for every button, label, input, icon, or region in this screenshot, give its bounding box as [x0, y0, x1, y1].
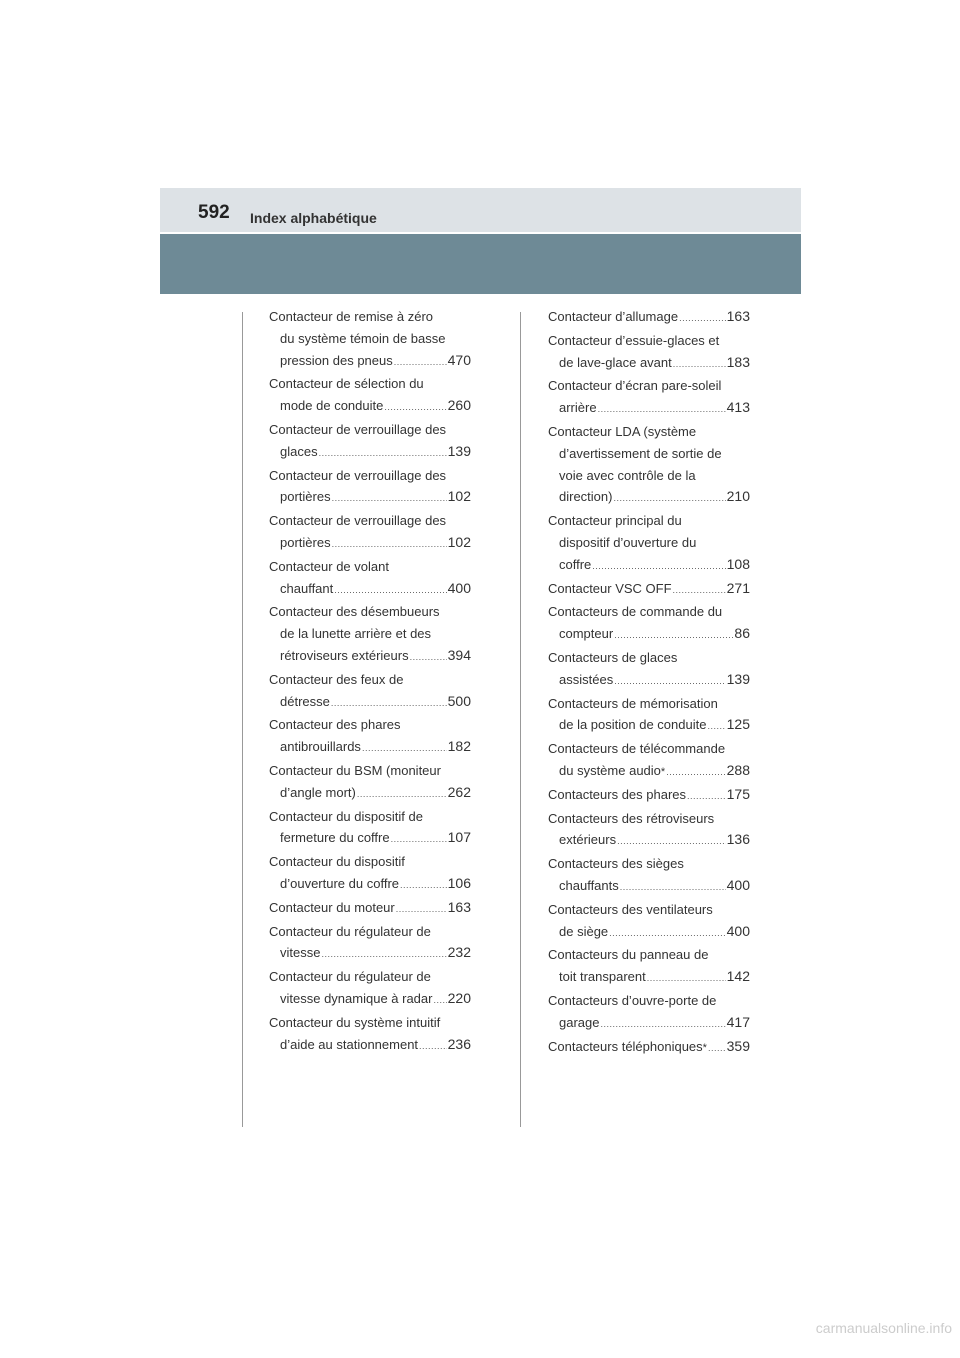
page-reference: 102 — [447, 488, 471, 505]
entry-text-line: Contacteur de verrouillage des — [269, 513, 447, 529]
entry-text-line: Contacteur de remise à zéro — [269, 309, 434, 324]
index-entry — [548, 990, 750, 1036]
index-entry — [269, 806, 471, 852]
entry-text-line: Contacteur du régulateur de — [269, 969, 431, 985]
leader-dots — [419, 1036, 447, 1058]
index-entry — [269, 465, 471, 511]
entry-text-line: d’ouverture du coffre — [280, 875, 399, 891]
page-reference: 400 — [447, 579, 471, 596]
entry-text-line: Contacteur principal du — [548, 513, 682, 529]
entry-text-line: Contacteur du dispositif — [269, 854, 405, 870]
index-entry — [269, 966, 471, 1012]
entry-last-line — [548, 306, 750, 330]
index-entry — [548, 601, 750, 647]
entry-last-line — [548, 352, 750, 376]
entry-text-line: Contacteur du régulateur de — [269, 923, 431, 939]
header-bar — [160, 234, 801, 294]
entry-last-line — [269, 486, 471, 510]
index-entry — [548, 578, 750, 602]
index-entry — [269, 760, 471, 806]
entry-text-line: Contacteur des feux de — [269, 671, 404, 687]
entry-text-line: d’angle mort) — [280, 784, 356, 800]
entry-text-line: extérieurs — [559, 832, 617, 848]
entry-text-line: glaces — [280, 443, 318, 459]
page-reference: 260 — [447, 397, 471, 414]
index-entry — [269, 373, 471, 419]
entry-text-line: de la lunette arrière et des — [280, 626, 432, 642]
leader-dots — [321, 944, 446, 966]
entry-text-line: Contacteur de volant — [269, 558, 389, 574]
entry-last-line — [548, 623, 750, 647]
page-reference: 139 — [447, 442, 471, 459]
page-reference: 413 — [726, 399, 750, 416]
entry-text-line: vitesse — [280, 945, 321, 961]
entry-last-line — [548, 714, 750, 738]
page-reference: 182 — [447, 738, 471, 755]
entry-text-line: Contacteurs d’ouvre-porte de — [548, 992, 717, 1008]
entry-text-line: Contacteurs de glaces — [548, 649, 678, 665]
entry-text-line: rétroviseurs extérieurs — [280, 647, 409, 663]
index-entry — [269, 306, 471, 373]
index-entry — [269, 921, 471, 967]
leader-dots — [396, 899, 447, 921]
index-entry — [548, 510, 750, 577]
leader-dots — [687, 786, 726, 808]
entry-text-line: Contacteur des phares — [269, 717, 401, 733]
leader-dots — [666, 762, 725, 784]
entry-last-line: Contacteurs téléphoniques * ..... 359 — [548, 1036, 750, 1060]
index-column-right — [548, 306, 750, 1059]
index-column-left — [269, 306, 471, 1057]
entry-last-line — [269, 532, 471, 556]
entry-text-line: du système audio — [559, 762, 661, 778]
entry-text-line: Contacteur d’essuie-glaces et — [548, 332, 720, 348]
entry-last-line — [269, 782, 471, 806]
entry-last-line — [269, 988, 471, 1012]
entry-last-line — [269, 395, 471, 419]
leader-dots — [673, 354, 726, 376]
page-reference: 108 — [726, 555, 750, 572]
entry-text-line: voie avec contrôle de la — [559, 467, 696, 483]
entry-text-line: Contacteur du dispositif de — [269, 808, 423, 824]
entry-text-line: Contacteurs des rétroviseurs — [548, 810, 715, 826]
leader-dots — [433, 990, 446, 1012]
entry-last-line — [548, 554, 750, 578]
page-reference: 470 — [447, 351, 471, 368]
entry-text-line: Contacteurs téléphoniques — [548, 1038, 703, 1054]
entry-text-line: Contacteur de verrouillage des — [269, 467, 447, 483]
leader-dots — [707, 716, 725, 738]
index-entry — [548, 421, 750, 510]
entry-last-line — [548, 669, 750, 693]
page-reference: 220 — [447, 989, 471, 1006]
entry-last-line — [269, 578, 471, 602]
page-reference: 232 — [447, 944, 471, 961]
entry-text-line: direction) — [559, 489, 613, 505]
entry-text-line: vitesse dynamique à radar — [280, 990, 433, 1006]
leader-dots — [620, 877, 726, 899]
index-entry — [548, 375, 750, 421]
index-entry — [269, 419, 471, 465]
entry-last-line — [548, 966, 750, 990]
entry-last-line — [548, 486, 750, 510]
index-entry — [269, 601, 471, 668]
entry-last-line — [269, 350, 471, 374]
page-number: 592 — [198, 202, 230, 223]
entry-last-line — [269, 736, 471, 760]
leader-dots — [384, 397, 446, 419]
leader-dots — [592, 556, 725, 578]
page-reference: 106 — [447, 874, 471, 891]
leader-dots — [332, 534, 447, 556]
entry-last-line — [548, 1012, 750, 1036]
page-reference: 271 — [726, 579, 750, 596]
left-column-rule — [242, 312, 243, 1127]
entry-text-line: détresse — [280, 693, 330, 709]
page-reference: 86 — [734, 625, 750, 642]
leader-dots — [600, 1014, 725, 1036]
entry-last-line — [269, 691, 471, 715]
entry-last-line — [548, 829, 750, 853]
entry-text-line: Contacteurs de commande du — [548, 604, 723, 620]
index-entry — [269, 1012, 471, 1058]
index-entry — [548, 853, 750, 899]
index-entry — [269, 851, 471, 897]
page-reference: 175 — [726, 785, 750, 802]
page-reference: 417 — [726, 1013, 750, 1030]
leader-dots — [391, 829, 447, 851]
index-entry — [548, 808, 750, 854]
index-entry — [548, 1036, 750, 1060]
leader-dots — [708, 1038, 726, 1060]
index-entry — [548, 784, 750, 808]
entry-text-line: antibrouillards — [280, 739, 361, 755]
entry-text-line: Contacteur de verrouillage des — [269, 421, 447, 437]
index-entry — [269, 556, 471, 602]
entry-text-line: Contacteur de sélection du — [269, 376, 424, 392]
page-reference: 400 — [726, 876, 750, 893]
leader-dots — [331, 693, 447, 715]
page-reference: 102 — [447, 533, 471, 550]
page-reference: 262 — [447, 783, 471, 800]
entry-text-line: Contacteur du moteur — [269, 899, 395, 915]
leader-dots — [673, 580, 726, 602]
page-reference: 136 — [726, 831, 750, 848]
entry-text-line: dispositif d’ouverture du — [559, 534, 697, 550]
entry-text-line: portières — [280, 489, 331, 505]
entry-last-line — [269, 942, 471, 966]
page-reference: 163 — [447, 898, 471, 915]
entry-text-line: garage — [559, 1014, 600, 1030]
entry-text-line: Contacteurs de mémorisation — [548, 695, 718, 711]
index-entry — [548, 647, 750, 693]
page-reference: 183 — [726, 353, 750, 370]
entry-text-line: compteur — [559, 626, 614, 642]
entry-last-line — [269, 873, 471, 897]
entry-last-line — [269, 441, 471, 465]
leader-dots — [617, 831, 726, 853]
entry-last-line — [269, 897, 471, 921]
entry-text-line: Contacteurs des sièges — [548, 856, 684, 872]
leader-dots — [609, 923, 725, 945]
page-reference: 107 — [447, 829, 471, 846]
leader-dots — [400, 875, 447, 897]
entry-text-line: de siège — [559, 923, 609, 939]
page-reference: 163 — [726, 308, 750, 324]
entry-text-line: Contacteurs des ventilateurs — [548, 901, 713, 917]
leader-dots — [319, 443, 447, 465]
entry-last-line — [269, 645, 471, 669]
entry-text-line: de lave-glace avant — [559, 354, 672, 370]
leader-dots — [357, 784, 447, 806]
page-reference: 288 — [726, 761, 750, 778]
entry-text-line: Contacteur du BSM (moniteur — [269, 762, 441, 778]
entry-text-line: portières — [280, 534, 331, 550]
leader-dots — [334, 580, 446, 602]
entry-text-line: Contacteurs de télécommande — [548, 741, 726, 757]
leader-dots — [679, 308, 726, 330]
leader-dots — [598, 399, 726, 421]
entry-last-line — [548, 921, 750, 945]
entry-text-line: chauffant — [280, 580, 334, 596]
right-column-rule — [520, 312, 521, 1127]
page-reference: 400 — [726, 922, 750, 939]
index-entry — [269, 669, 471, 715]
entry-last-line — [548, 875, 750, 899]
entry-last-line — [548, 397, 750, 421]
leader-dots — [613, 488, 725, 510]
page-reference: 236 — [447, 1035, 471, 1052]
entry-text-line: mode de conduite — [280, 398, 384, 414]
entry-text-line: Contacteurs du panneau de — [548, 947, 709, 963]
leader-dots — [332, 488, 447, 510]
page-reference: 139 — [726, 670, 750, 687]
index-entry — [548, 330, 750, 376]
index-entry — [548, 899, 750, 945]
index-entry — [548, 306, 750, 330]
entry-text-line: fermeture du coffre — [280, 830, 390, 846]
page-reference: 142 — [726, 968, 750, 985]
entry-text-line: de la position de conduite — [559, 717, 707, 733]
entry-text-line: assistées — [559, 671, 614, 687]
entry-text-line: Contacteur VSC OFF — [548, 580, 672, 596]
leader-dots — [647, 968, 726, 990]
entry-text-line: Contacteur d’allumage — [548, 309, 679, 324]
index-entry — [269, 510, 471, 556]
entry-last-line — [269, 827, 471, 851]
entry-text-line: Contacteur des désembueurs — [269, 604, 440, 620]
entry-text-line: Contacteurs des phares — [548, 786, 687, 802]
entry-last-line — [548, 784, 750, 808]
index-entry — [269, 714, 471, 760]
entry-text-line: Contacteur du système intuitif — [269, 1014, 441, 1030]
entry-text-line: Contacteur d’écran pare-soleil — [548, 378, 722, 394]
entry-last-line — [548, 578, 750, 602]
entry-text-line: pression des pneus — [280, 352, 393, 368]
index-entry — [548, 944, 750, 990]
entry-last-line — [269, 1034, 471, 1058]
page-title: Index alphabétique — [250, 210, 377, 226]
index-entry — [548, 738, 750, 784]
leader-dots — [614, 625, 733, 647]
page-reference: 210 — [726, 488, 750, 505]
leader-dots — [394, 352, 447, 374]
entry-text-line: toit transparent — [559, 969, 646, 985]
leader-dots — [362, 738, 447, 760]
page-reference: 394 — [447, 646, 471, 663]
entry-text-line: arrière — [559, 400, 597, 416]
entry-last-line: du système audio * ..... 288 — [548, 760, 750, 784]
leader-dots — [410, 647, 447, 669]
leader-dots — [614, 671, 725, 693]
page-reference: 125 — [726, 716, 750, 733]
entry-text-line: chauffants — [559, 877, 619, 893]
entry-text-line: d’avertissement de sortie de — [559, 445, 722, 461]
watermark: carmanualsonline.info — [815, 1320, 952, 1336]
index-entry — [269, 897, 471, 921]
page-reference: 500 — [447, 692, 471, 709]
entry-text-line: d’aide au stationnement — [280, 1036, 419, 1052]
entry-text-line: coffre — [559, 556, 592, 572]
entry-text-line: du système témoin de basse — [280, 330, 446, 346]
page-reference: 359 — [726, 1037, 750, 1054]
index-entry — [548, 693, 750, 739]
entry-text-line: Contacteur LDA (système — [548, 423, 697, 439]
